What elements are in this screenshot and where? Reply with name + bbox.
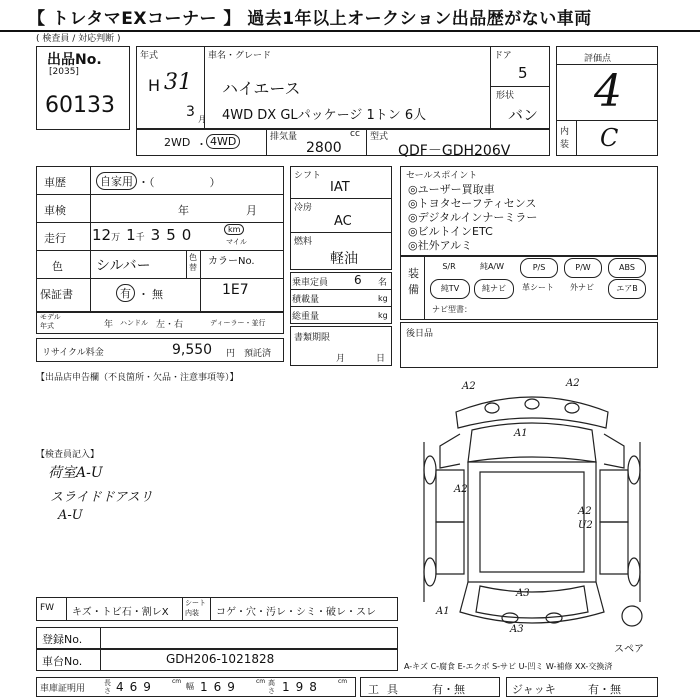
capacity-unit: 名 — [378, 278, 388, 288]
load-unit: kg — [378, 294, 388, 303]
damage-mark-5: A2 — [578, 506, 592, 517]
equip-abs: ABS — [608, 258, 646, 278]
interior-value: C — [600, 124, 619, 152]
dims-len-1: 4 — [116, 680, 130, 694]
color-code: 1E7 — [222, 282, 249, 298]
dims-len — [116, 680, 157, 694]
mileage-d3: 1 — [126, 226, 136, 244]
history-label: 車歴 — [44, 176, 66, 189]
sales-point-2: ◎トヨタセーフティセンス — [408, 197, 537, 210]
chassis-label: 車台No. — [42, 655, 83, 668]
warranty-sep: ・ — [138, 288, 149, 301]
shape-value: バン — [508, 106, 539, 124]
equip-airbag: エアB — [608, 279, 646, 299]
damage-mark-8: A3 — [516, 588, 530, 599]
mileage-sen: 千 — [135, 233, 145, 243]
fuel-label: 燃料 — [294, 237, 313, 247]
inspection-year: 年 — [178, 204, 189, 217]
sales-point-4: ◎ビルトインETC — [408, 225, 493, 238]
spare-label: スペア — [614, 644, 644, 655]
fw-items: キズ・トビ石・割レX — [72, 607, 169, 618]
engine-unit: cc — [350, 129, 360, 139]
sub-header: ( 検査員 / 対応判断 ) — [36, 34, 121, 44]
dims-hei-1: 1 — [282, 680, 296, 694]
equip-ext-navi: 外ナビ — [570, 283, 594, 292]
sales-point-1: ◎ユーザー買取車 — [408, 183, 495, 196]
recycle-label: リサイクル料金 — [42, 348, 104, 358]
chassis-value: GDH206-1021828 — [166, 652, 275, 666]
equip-sr: S/R — [442, 262, 456, 271]
lot-label: 出品No. — [47, 52, 102, 68]
damage-legend: A-キズ C-腐食 E-エクボ S-サビ U-凹ミ W-補修 XX-交換済 — [404, 662, 613, 671]
equip-leather: 革シート — [522, 283, 554, 292]
color-label: 色 — [52, 260, 63, 273]
recycle-unit: 円 — [226, 349, 236, 359]
shape-label: 形状 — [496, 91, 515, 101]
color-value: シルバー — [96, 258, 151, 274]
equip-navi-type: ナビ型書： — [432, 305, 472, 314]
equip-ps: P/S — [520, 258, 558, 278]
postscript-block — [400, 322, 658, 368]
inspector-label: 【検査員記入】 — [36, 450, 100, 460]
dims-wid — [200, 680, 241, 694]
inspector-note-2: スライドドアスリ — [50, 490, 153, 505]
warranty-label: 保証書 — [40, 288, 73, 301]
car-diagram — [400, 372, 664, 644]
seat-items: コゲ・穴・汚レ・シミ・破レ・スレ — [216, 607, 376, 618]
docs-day: 日 — [376, 354, 386, 364]
shift-value: IAT — [330, 180, 350, 195]
engine-value: 2800 — [306, 140, 342, 156]
equip-navi: 純ナビ — [474, 279, 514, 299]
inspection-label: 車検 — [44, 204, 66, 217]
load-label: 積載量 — [292, 295, 320, 305]
shift-label: シフト — [294, 171, 322, 181]
model-name: ハイエース — [222, 79, 301, 98]
fw-label: FW — [40, 603, 55, 613]
mileage-man: 万 — [111, 233, 121, 243]
engine-label: 排気量 — [270, 132, 298, 142]
weight-unit: kg — [378, 311, 388, 320]
tools-label: 工具 — [368, 683, 406, 696]
damage-mark-7: A1 — [436, 606, 450, 617]
history-rest: ・（ ） — [138, 176, 221, 189]
door-value: 5 — [518, 64, 528, 82]
capacity-label: 乗車定員 — [292, 278, 329, 288]
door-label: ドア — [494, 51, 512, 61]
dims-wid-unit: cm — [256, 678, 266, 685]
sales-points-label: セールスポイント — [406, 171, 478, 181]
equip-aw: 純A/W — [479, 262, 505, 271]
capacity-value: 6 — [354, 273, 362, 287]
mileage-u1: 2 — [101, 226, 112, 244]
mileage-d1: 1 — [92, 226, 102, 244]
color-code-label: カラーNo. — [208, 256, 255, 267]
dims-wid-label: 幅 — [186, 682, 194, 691]
dims-len-label: 長さ — [104, 679, 111, 695]
declaration-label: 【出品店申告欄（不良箇所・欠品・注意事項等）】 — [36, 373, 239, 383]
damage-mark-3: A1 — [514, 428, 528, 439]
mileage-row — [92, 226, 191, 244]
year-era: H — [148, 76, 161, 95]
dims-len-3: 9 — [143, 680, 157, 694]
docs-label: 書類期限 — [294, 333, 331, 343]
model-year-lr: 左・右 — [156, 320, 184, 330]
mileage-mile: マイル — [226, 238, 247, 246]
damage-mark-4: A2 — [454, 484, 468, 495]
warranty-no: 無 — [152, 288, 163, 301]
model-label: 車名・グレード — [208, 51, 272, 61]
mileage-label: 走行 — [44, 232, 66, 245]
weight-label: 総重量 — [292, 312, 320, 322]
dims-label: 車庫証明用 — [40, 684, 86, 694]
equip-tv: 純TV — [430, 279, 470, 299]
docs-month: 月 — [336, 354, 346, 364]
lot-box — [36, 46, 130, 130]
lot-number: 60133 — [45, 93, 115, 118]
warranty-yes: 有 — [116, 284, 135, 302]
dims-hei-label: 高さ — [268, 679, 275, 695]
history-value: 自家用 — [96, 172, 137, 190]
model-year-dealer: ディーラー・並行 — [210, 319, 266, 327]
type-value: QDF－GDH206V — [398, 143, 511, 159]
drive-4wd: 4WD — [206, 134, 240, 149]
dims-hei-unit: cm — [338, 678, 348, 685]
score-value: 4 — [594, 66, 622, 117]
mileage-km: km — [224, 224, 244, 235]
color-change: 色替 — [189, 253, 197, 272]
score-label: 評価点 — [584, 54, 612, 64]
dims-hei — [282, 680, 323, 694]
fuel-value: 軽油 — [330, 251, 358, 267]
equipment-label: 装備 — [408, 267, 419, 296]
drive-2wd: 2WD — [164, 136, 191, 149]
equip-pw: P/W — [564, 258, 602, 278]
inspector-note-3: A-U — [58, 508, 83, 523]
jack-label: ジャッキ — [512, 683, 556, 696]
year-label: 年式 — [140, 51, 159, 61]
sales-point-3: ◎デジタルインナーミラー — [408, 211, 538, 224]
header-title: 【 トレタマEXコーナー 】 過去1年以上オークション出品歴がない車両 — [28, 9, 592, 29]
mileage-d4: 3 — [150, 226, 161, 244]
aircon-value: AC — [334, 214, 352, 229]
dims-wid-3: 9 — [227, 680, 241, 694]
model-year-handle: ハンドル — [120, 319, 148, 327]
drive-sep: ・ — [196, 138, 207, 151]
model-year-label: モデル年式 — [40, 313, 61, 330]
inspector-note-1: 荷室A-U — [48, 465, 103, 481]
dims-hei-2: 9 — [295, 680, 310, 694]
registration-label: 登録No. — [42, 633, 83, 646]
sales-point-5: ◎社外アルミ — [408, 239, 473, 252]
seat-label: シート内装 — [185, 599, 206, 617]
dims-wid-2: 6 — [213, 680, 228, 694]
damage-mark-6: U2 — [578, 520, 593, 531]
jack-value: 有・無 — [588, 683, 621, 696]
model-year-year: 年 — [104, 320, 114, 330]
tools-value: 有・無 — [432, 683, 465, 696]
model-grade: 4WD DX GLパッケージ 1トン 6人 — [222, 108, 427, 123]
lot-small: [2035] — [49, 67, 79, 77]
year-value: 31 — [164, 70, 192, 95]
dims-hei-3: 8 — [309, 680, 323, 694]
year-month-unit: 月 — [198, 115, 206, 124]
postscript-label: 後日品 — [406, 329, 434, 339]
interior-label: 内装 — [560, 127, 570, 150]
damage-mark-2: A2 — [566, 378, 580, 389]
type-label: 型式 — [370, 132, 389, 142]
damage-mark-1: A2 — [462, 381, 476, 392]
recycle-status: 預託済 — [244, 349, 272, 359]
aircon-label: 冷房 — [294, 203, 313, 213]
header-bar — [0, 0, 700, 32]
damage-mark-9: A3 — [510, 624, 524, 635]
year-month: 3 — [186, 104, 195, 120]
recycle-value: 9,550 — [172, 342, 213, 358]
dims-wid-1: 1 — [200, 680, 214, 694]
registration-row — [36, 627, 398, 649]
mileage-d5: 5 — [166, 226, 176, 244]
dims-len-2: 6 — [129, 680, 144, 694]
mileage-d6: 0 — [181, 226, 192, 244]
inspection-month: 月 — [246, 204, 257, 217]
dims-len-unit: cm — [172, 678, 182, 685]
